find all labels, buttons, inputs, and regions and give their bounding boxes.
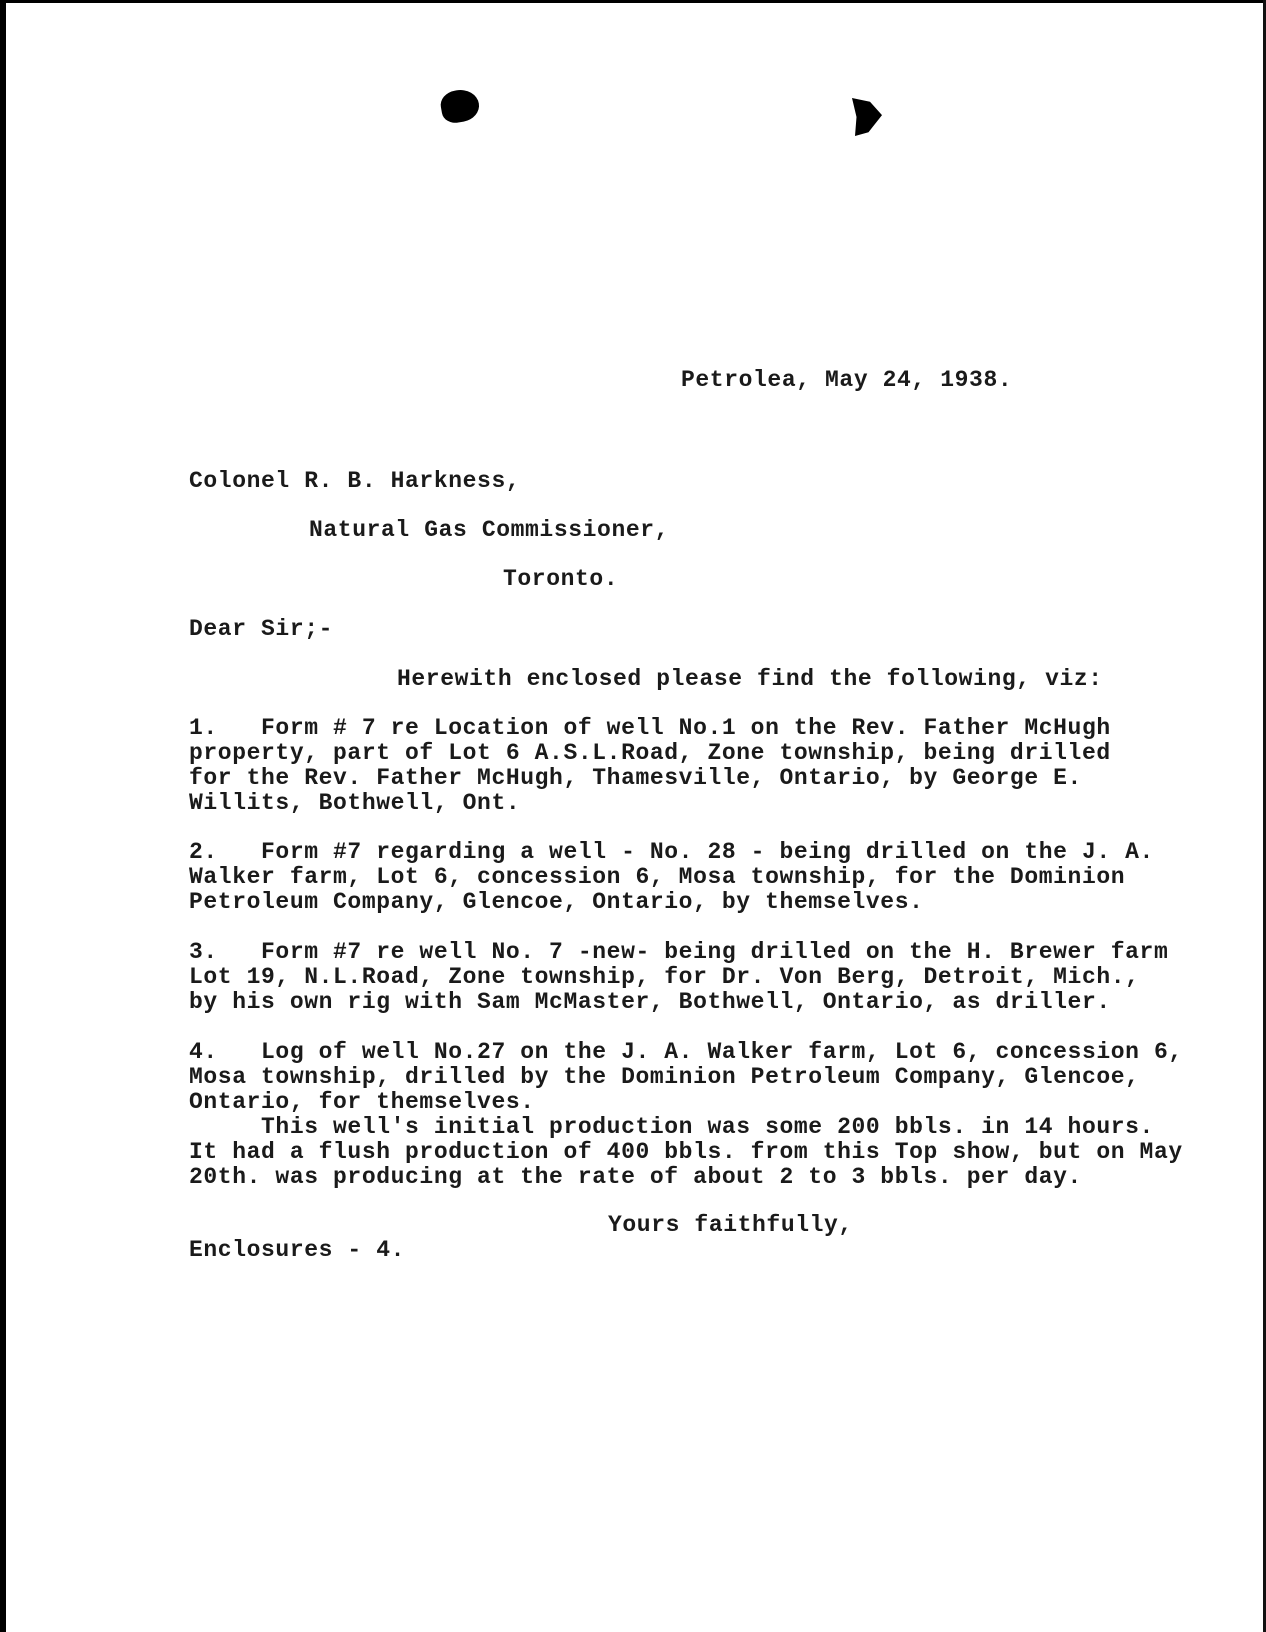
item-1-line: for the Rev. Father McHugh, Thamesville, Ontario, by George E. — [189, 765, 1082, 791]
addressee-title: Natural Gas Commissioner, — [309, 517, 670, 543]
item-3 — [189, 940, 1229, 1015]
item-4-line: Mosa township, drilled by the Dominion Petroleum Company, Glencoe, — [189, 1064, 1140, 1090]
addressee-name: Colonel R. B. Harkness, — [189, 468, 521, 494]
enclosures-note: Enclosures - 4. — [189, 1237, 406, 1263]
item-3-line: 3. Form #7 re well No. 7 -new- being drilled on the H. Brewer farm — [189, 939, 1169, 965]
item-4 — [189, 1040, 1229, 1190]
item-4-line: Ontario, for themselves. — [189, 1089, 535, 1115]
item-2-line: 2. Form #7 regarding a well - No. 28 - being drilled on the J. A. — [189, 839, 1154, 865]
item-4-line: 20th. was producing at the rate of about 2 to 3 bbls. per day. — [189, 1164, 1082, 1190]
item-4-line: This well's initial production was some 200 bbls. in 14 hours. — [189, 1114, 1154, 1140]
item-1-line: property, part of Lot 6 A.S.L.Road, Zone township, being drilled — [189, 740, 1111, 766]
salutation: Dear Sir;- — [189, 616, 334, 642]
scan-edge-left — [0, 0, 6, 1632]
intro-line: Herewith enclosed please find the following, viz: — [397, 666, 1103, 692]
item-3-line: Lot 19, N.L.Road, Zone township, for Dr. Von Berg, Detroit, Mich., — [189, 964, 1140, 990]
item-4-line: It had a flush production of 400 bbls. from this Top show, but on May — [189, 1139, 1183, 1165]
closing: Yours faithfully, — [608, 1212, 853, 1238]
dateline: Petrolea, May 24, 1938. — [681, 367, 1013, 393]
punch-hole-right-icon — [852, 98, 882, 136]
item-2-line: Walker farm, Lot 6, concession 6, Mosa township, for the Dominion — [189, 864, 1126, 890]
punch-hole-left-icon — [439, 87, 482, 125]
item-2-line: Petroleum Company, Glencoe, Ontario, by themselves. — [189, 889, 924, 915]
item-3-line: by his own rig with Sam McMaster, Bothwell, Ontario, as driller. — [189, 989, 1111, 1015]
item-1-line: 1. Form # 7 re Location of well No.1 on the Rev. Father McHugh — [189, 715, 1111, 741]
item-2 — [189, 840, 1229, 915]
item-1-line: Willits, Bothwell, Ont. — [189, 790, 521, 816]
scan-edge-top — [0, 0, 1266, 3]
item-4-line: 4. Log of well No.27 on the J. A. Walker farm, Lot 6, concession 6, — [189, 1039, 1183, 1065]
item-1 — [189, 716, 1229, 816]
addressee-city: Toronto. — [503, 566, 619, 592]
